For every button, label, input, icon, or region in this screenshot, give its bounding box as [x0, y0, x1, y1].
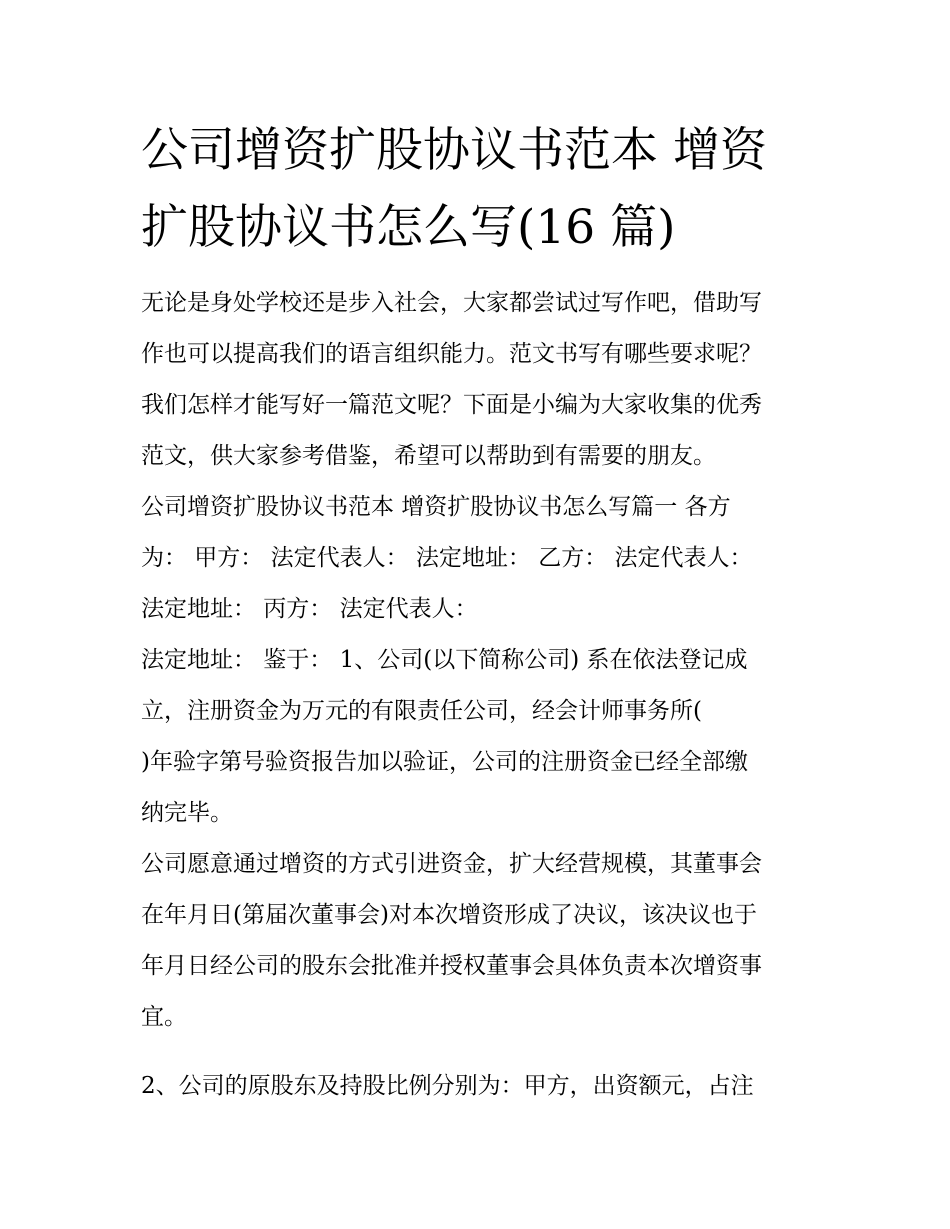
text-line: 纳完毕。 — [141, 800, 233, 826]
document-body — [141, 112, 821, 1112]
text-line: 立，注册资金为万元的有限责任公司，经会计师事务所( — [141, 698, 702, 724]
text-line: 公司愿意通过增资的方式引进资金，扩大经营规模，其董事会 — [141, 851, 762, 877]
text-line: 在年月日(第届次董事会)对本次增资形成了决议，该决议也于 — [141, 902, 757, 928]
text-line: 2、公司的原股东及持股比例分别为：甲方，出资额元，占注 — [141, 1073, 754, 1099]
text-line: 年月日经公司的股东会批准并授权董事会具体负责本次增资事 — [141, 953, 762, 979]
text-line: 作也可以提高我们的语言组织能力。范文书写有哪些要求呢？ — [141, 341, 762, 367]
recital-paragraph — [141, 635, 821, 839]
text-line: 无论是身处学校还是步入社会，大家都尝试过写作吧，借助写 — [141, 290, 762, 316]
text-line: 法定地址： 丙方： 法定代表人： — [141, 596, 478, 622]
text-line: 法定地址： 鉴于： 1、公司(以下简称公司) 系在依法登记成 — [141, 647, 748, 673]
text-line: )年验字第号验资报告加以验证，公司的注册资金已经全部缴 — [141, 749, 748, 775]
parties-paragraph — [141, 482, 821, 635]
title-line-1: 公司增资扩股协议书范本 增资 — [141, 123, 767, 178]
document-title — [141, 112, 821, 266]
text-line: 宜。 — [141, 1004, 187, 1030]
text-line: 范文，供大家参考借鉴，希望可以帮助到有需要的朋友。 — [141, 443, 716, 469]
shareholders-paragraph — [141, 1061, 821, 1112]
board-resolution-paragraph — [141, 839, 821, 1043]
text-line: 公司增资扩股协议书范本 增资扩股协议书怎么写篇一 各方 — [141, 494, 731, 520]
intro-paragraph — [141, 278, 821, 482]
title-line-2: 扩股协议书怎么写(16 篇) — [141, 200, 676, 255]
text-line: 为： 甲方： 法定代表人： 法定地址： 乙方： 法定代表人： — [141, 545, 753, 571]
text-line: 我们怎样才能写好一篇范文呢？下面是小编为大家收集的优秀 — [141, 392, 762, 418]
